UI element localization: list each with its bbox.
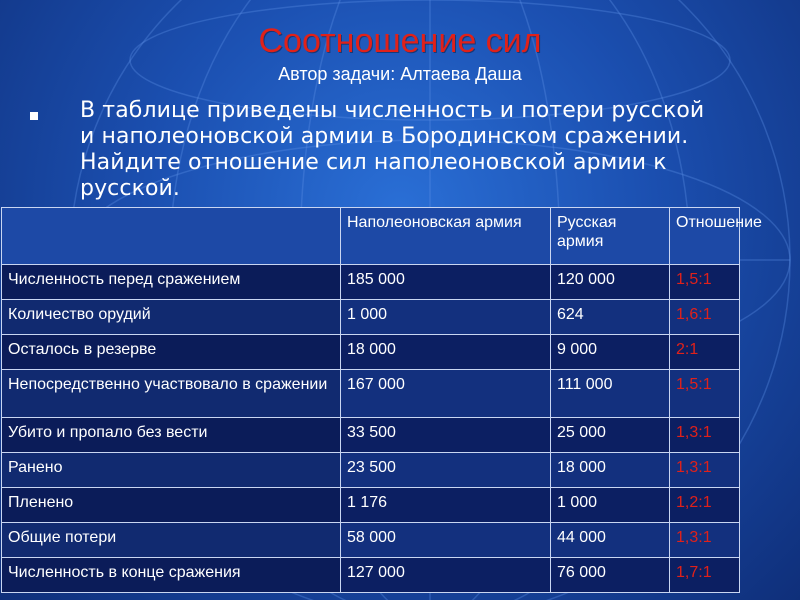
napoleon-value: 185 000 [341,265,551,300]
russian-value: 120 000 [551,265,670,300]
ratio-value: 1,3:1 [670,418,740,453]
task-bullet [28,98,718,202]
table-row [2,300,740,335]
header-empty [2,208,341,265]
ratio-value: 1,2:1 [670,488,740,523]
napoleon-value: 127 000 [341,558,551,593]
ratio-value: 1,3:1 [670,453,740,488]
russian-value: 25 000 [551,418,670,453]
russian-value: 44 000 [551,523,670,558]
russian-value: 111 000 [551,370,670,418]
row-label: Численность перед сражением [2,265,341,300]
table-row [2,370,740,418]
row-label: Осталось в резерве [2,335,341,370]
napoleon-value: 1 000 [341,300,551,335]
table-header-row [2,208,740,265]
table-row [2,418,740,453]
russian-value: 624 [551,300,670,335]
slide-title: Соотношение сил [258,22,542,60]
ratio-value: 1,5:1 [670,370,740,418]
table-row [2,523,740,558]
row-label: Общие потери [2,523,341,558]
author-line: Автор задачи: Алтаева Даша [278,64,522,84]
row-label: Ранено [2,453,341,488]
ratio-value: 1,5:1 [670,265,740,300]
row-label: Убито и пропало без вести [2,418,341,453]
row-label: Численность в конце сражения [2,558,341,593]
header-ratio: Отношение [670,208,740,265]
ratio-value: 1,6:1 [670,300,740,335]
napoleon-value: 33 500 [341,418,551,453]
header-russian: Русская армия [551,208,670,265]
russian-value: 18 000 [551,453,670,488]
russian-value: 1 000 [551,488,670,523]
table-row [2,335,740,370]
ratio-value: 2:1 [670,335,740,370]
ratio-value: 1,3:1 [670,523,740,558]
napoleon-value: 1 176 [341,488,551,523]
forces-table [1,207,762,593]
row-label: Количество орудий [2,300,341,335]
row-label: Пленено [2,488,341,523]
russian-value: 76 000 [551,558,670,593]
napoleon-value: 23 500 [341,453,551,488]
table-row [2,558,740,593]
russian-value: 9 000 [551,335,670,370]
napoleon-value: 58 000 [341,523,551,558]
table-row [2,265,740,300]
table-row [2,488,740,523]
row-label: Непосредственно участвовало в сражении [2,370,341,418]
table-row [2,453,740,488]
ratio-value: 1,7:1 [670,558,740,593]
bullet-square-icon [30,112,38,120]
header-napoleon: Наполеоновская армия [341,208,551,265]
napoleon-value: 167 000 [341,370,551,418]
task-text: В таблице приведены численность и потери русской и наполеоновской армии в Бородинском сражении. Найдите отношение сил наполеоновской армии к русской. [80,98,705,201]
napoleon-value: 18 000 [341,335,551,370]
